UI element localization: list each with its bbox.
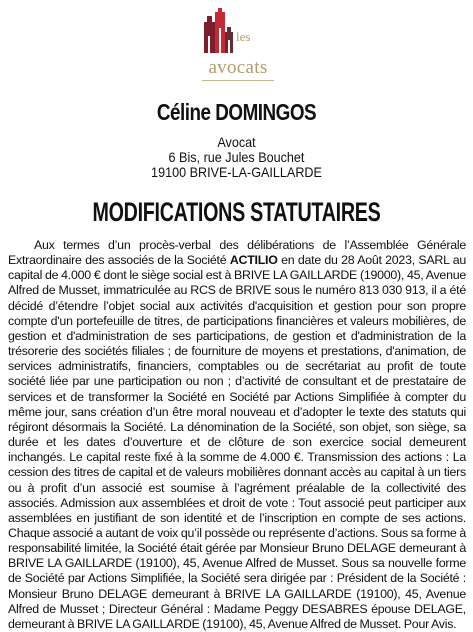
lawyer-address-street: 6 Bis, rue Jules Bouchet bbox=[168, 149, 305, 165]
logo-text-avocats: avocats bbox=[208, 57, 268, 78]
notice-body-main: en date du 28 Août 2023, SARL au capital de 4.000 € dont le siège social est à BRIVE LA GAILLARDE (19000), 45, Avenue Alfred de Musset, immatriculée au RCS de BRIVE sous le numéro 813 030 913, il a été décidé d’étendre l’objet social aux activités d'acquisition et gestion pour son propre compte d'un portefeuille de titres, de participations financières et valeurs mobilières, de gestion et d'administration de ses participations, de gestion et d'administration de la trésorerie des sociétés filiales ; de fourniture de moyens et prestations, d'animation, de services administratifs, financiers, comptables ou de secrétariat au profit de toute société liée par une participation ou non ; d’activité de consultant et de prestataire de services et de transformer la Société en Société par Actions Simplifiée à compter du même jour, sans création d’un être moral nouveau et d’adopter le texte des statuts qui régiront désormais la Société. La dénomination de la Société, son objet, son siège, sa durée et les dates d’ouverture et de clôture de son exercice social demeurent inchangés. Le capital reste fixé à la somme de 4.000 €. Transmission des actions : La cession des titres de capital et de valeurs mobilières donnant accès au capital à un tiers ou à profit d’un associé est soumise à l’agrément préalable de la collectivité des associés. Admission aux assemblées et droit de vote : Tout associé peut participer aux assemblées en justifiant de son identité et de l’inscription en compte de ses actions. Chaque associé a autant de voix qu’il possède ou représente d’actions. Sous sa forme à responsabilité limitée, la Société était gérée par Monsieur Bruno DELAGE demeurant à BRIVE LA GAILLARDE (19100), 45, Avenue Alfred de Musset. Sous sa nouvelle forme de Société par Actions Simplifiée, la Société sera dirigée par : Président de la Société : Monsieur Bruno DELAGE demeurant à BRIVE LA GAILLARDE (19100), 45, Avenue Alfred de Musset ; Directeur Général : Madame Peggy DESABRES épouse DELAGE, demeurant à BRIVE LA GAILLARDE (19100), 45, Avenue Alfred de Musset. Pour Avis. bbox=[8, 253, 467, 631]
notice-headline: MODIFICATIONS STATUTAIRES bbox=[92, 197, 381, 227]
notice-body bbox=[8, 238, 466, 632]
lawyer-title: Avocat bbox=[217, 134, 256, 150]
logo-divider bbox=[202, 80, 274, 81]
lawyer-name: Céline DOMINGOS bbox=[156, 99, 317, 125]
company-name: ACTILIO bbox=[229, 253, 278, 268]
notice-body-intro: Aux termes d’un procès-verbal des délibérations de l’Assemblée Générale Extraordinaire des associés de la Société bbox=[8, 238, 466, 268]
logo-text-les: les bbox=[236, 29, 251, 44]
les-avocats-logo bbox=[196, 8, 280, 84]
lawyer-address-city: 19100 BRIVE-LA-GAILLARDE bbox=[151, 164, 322, 180]
